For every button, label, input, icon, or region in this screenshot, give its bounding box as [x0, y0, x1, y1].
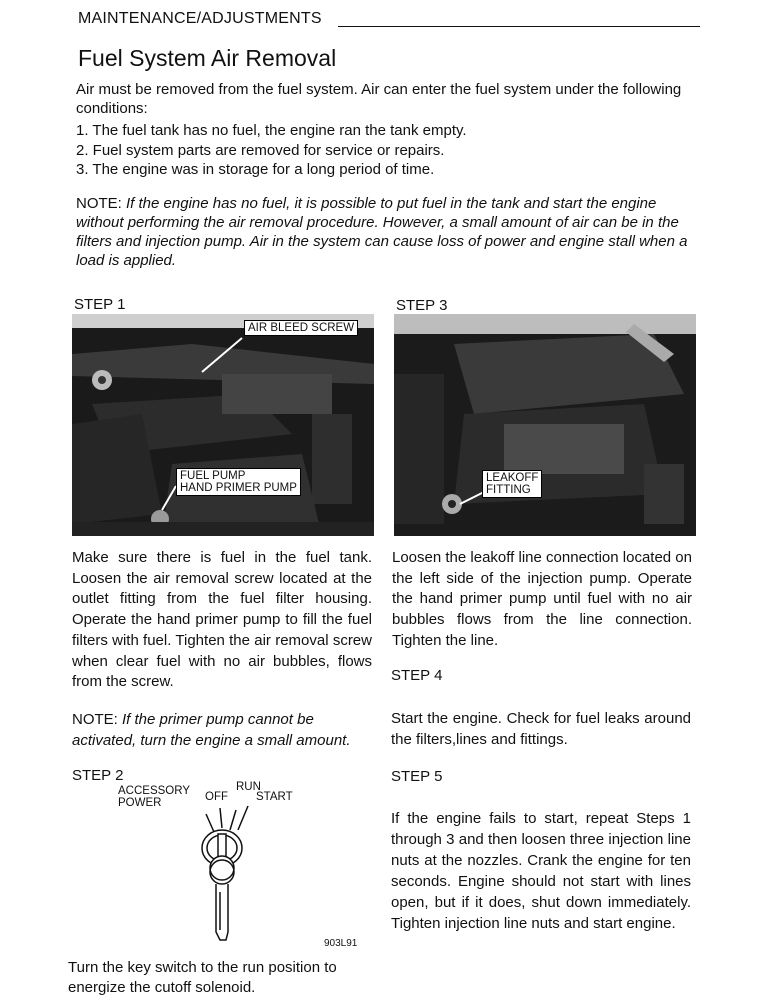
key-switch-icon	[180, 800, 270, 950]
note-label: NOTE:	[72, 711, 118, 728]
note-text: If the primer pump cannot be activated, turn the engine a small amount.	[72, 711, 351, 749]
key-position-off: OFF	[205, 791, 228, 803]
callout-line-1: FUEL PUMP	[180, 470, 246, 482]
step4-text: Start the engine. Check for fuel leaks around the filters,lines and fittings.	[391, 710, 691, 748]
fuel-pump-callout	[176, 468, 301, 496]
step5-label: STEP 5	[391, 768, 443, 785]
key-position-start: START	[256, 791, 293, 803]
step3-label: STEP 3	[396, 297, 448, 314]
key-switch-illustration	[180, 800, 270, 950]
page-title: Fuel System Air Removal	[78, 45, 337, 71]
step3-photo-graphic	[394, 314, 696, 536]
intro-paragraph: Air must be removed from the fuel system. Air can enter the fuel system under the following conditions:	[76, 81, 682, 117]
step2-label: STEP 2	[72, 767, 124, 784]
note-engine-no-fuel	[76, 194, 702, 270]
accessory-label: ACCESSORY	[118, 785, 191, 797]
note-primer-pump	[72, 710, 370, 751]
figure-id: 903L91	[324, 938, 358, 949]
callout-line-2: FITTING	[486, 484, 531, 496]
conditions-list	[76, 121, 698, 180]
note-text: If the engine has no fuel, it is possible to put fuel in the tank and start the engine without performing the air removal procedure. However, a small amount of air can be in the filters and injection pump. Air in the system can cause loss of power and engine stall when a load is applied.	[76, 195, 688, 269]
header-rule	[338, 26, 700, 27]
step1-text: Make sure there is fuel in the fuel tank. Loosen the air removal screw located at the outlet fitting from the fuel filter housing. Operate the hand primer pump to fill the fuel filters with fuel. Tighten the air removal screw when clear fuel with no air bubbles, flows from the screw.	[72, 549, 372, 691]
step1-photo-graphic	[72, 314, 374, 536]
air-bleed-screw-callout: AIR BLEED SCREW	[244, 320, 358, 336]
list-item: 1. The fuel tank has no fuel, the engine ran the tank empty.	[76, 122, 467, 139]
callout-line-2: HAND PRIMER PUMP	[180, 482, 297, 494]
step4-label: STEP 4	[391, 667, 443, 684]
step1-engine-photo	[72, 314, 374, 536]
section-header: MAINTENANCE/ADJUSTMENTS	[78, 10, 322, 27]
note-label: NOTE:	[76, 195, 122, 212]
power-label: POWER	[118, 797, 162, 809]
key-position-run: RUN	[236, 781, 261, 793]
step5-text: If the engine fails to start, repeat Steps 1 through 3 and then loosen three injection line nuts at the nozzles. Crank the engine for ten seconds. Engine should not start with lines open, but if it does, shut down immediately. Tighten injection line nuts and start engine.	[391, 810, 691, 932]
list-item: 2. Fuel system parts are removed for service or repairs.	[76, 141, 445, 159]
step3-engine-photo	[394, 314, 696, 536]
list-item: 3. The engine was in storage for a long period of time.	[76, 161, 435, 178]
step3-text: Loosen the leakoff line connection located on the left side of the injection pump. Operate the hand primer pump until fuel with no air bubbles flows from the line connection. Tighten the line.	[392, 549, 692, 649]
callout-line-1: LEAKOFF	[486, 472, 539, 484]
step1-label: STEP 1	[74, 296, 126, 313]
leakoff-fitting-callout	[482, 470, 542, 498]
step2-text: Turn the key switch to the run position to energize the cutoff solenoid.	[68, 959, 337, 996]
